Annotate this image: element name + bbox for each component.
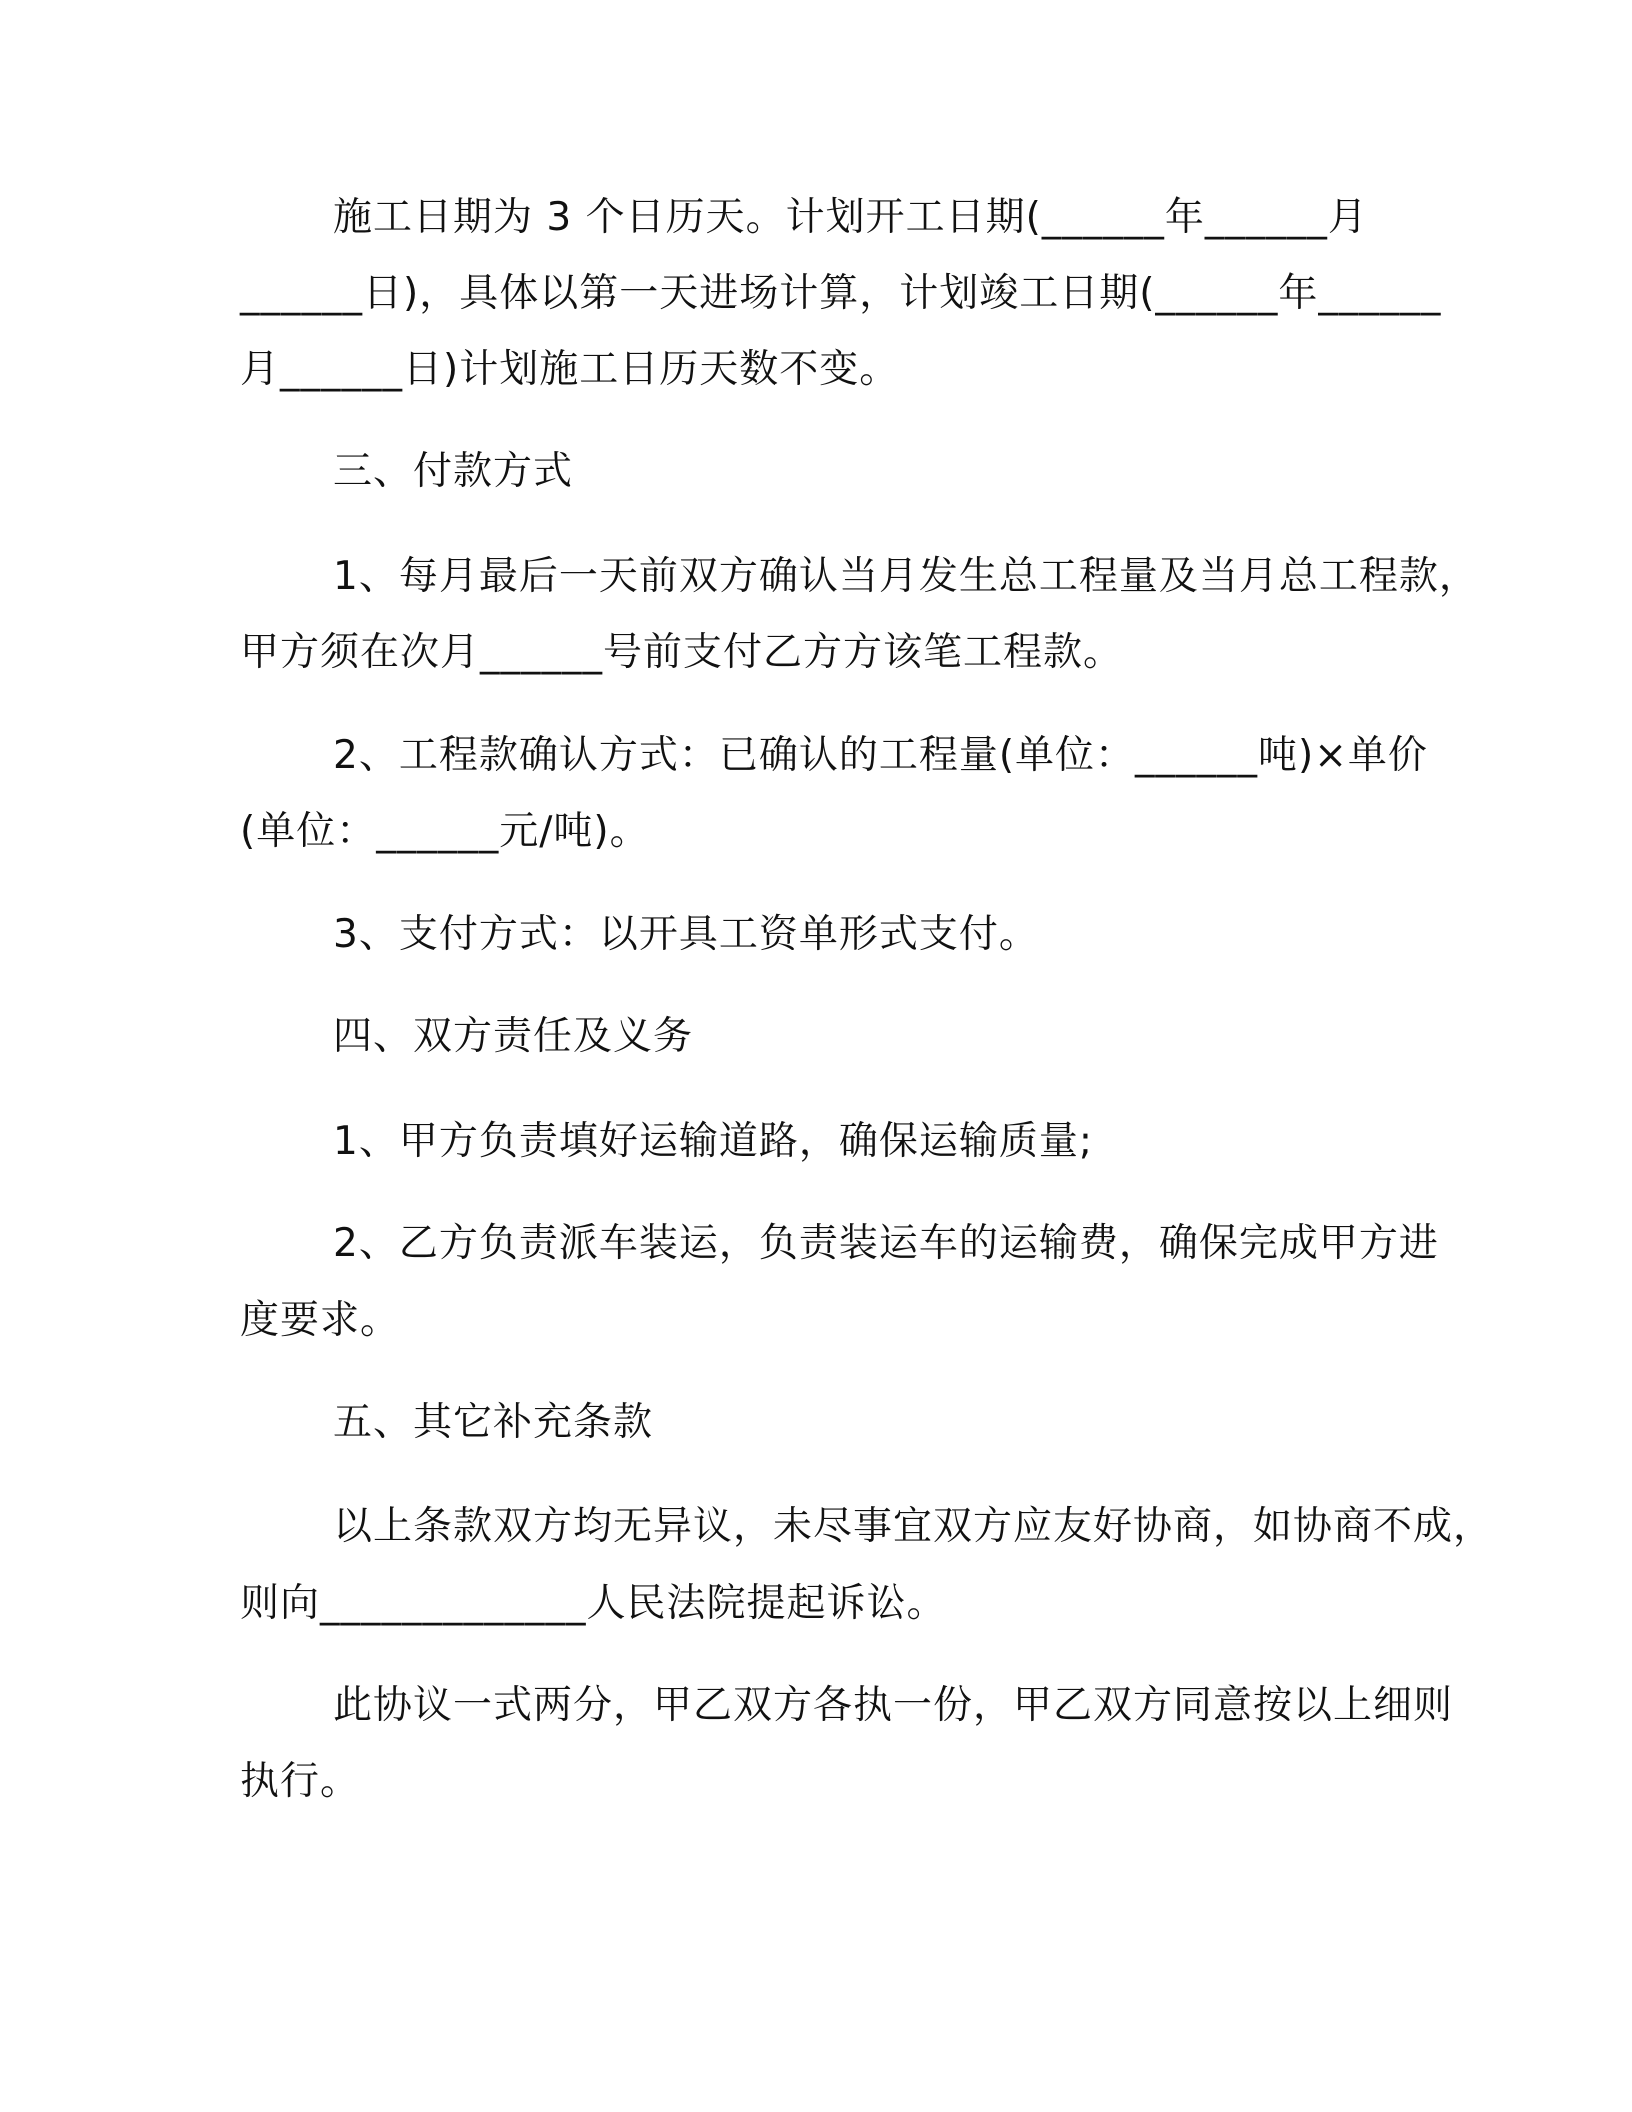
paragraph-line: 月______日)计划施工日历天数不变。 <box>240 347 900 392</box>
paragraph-line: 1、每月最后一天前双方确认当月发生总工程量及当月总工程款， <box>333 554 1479 599</box>
paragraph-line: 1、甲方负责填好运输道路，确保运输质量; <box>333 1119 1093 1164</box>
paragraph-line: 执行。 <box>240 1759 361 1804</box>
paragraph-line: 此协议一式两分，甲乙双方各执一份，甲乙双方同意按以上细则 <box>333 1683 1454 1728</box>
section-heading: 四、双方责任及义务 <box>333 1014 694 1059</box>
paragraph-line: 3、支付方式：以开具工资单形式支付。 <box>333 912 1039 957</box>
paragraph-line: (单位：______元/吨)。 <box>240 809 650 854</box>
paragraph-line: 2、乙方负责派车装运，负责装运车的运输费，确保完成甲方进 <box>333 1221 1439 1266</box>
section-heading: 五、其它补充条款 <box>333 1400 654 1445</box>
paragraph-line: 则向_____________人民法院提起诉讼。 <box>240 1581 947 1626</box>
paragraph-line: 施工日期为 3 个日历天。计划开工日期(______年______月 <box>333 195 1368 240</box>
paragraph-line: 2、工程款确认方式：已确认的工程量(单位：______吨)×单价 <box>333 733 1428 778</box>
paragraph-line: ______日)，具体以第一天进场计算，计划竣工日期(______年______ <box>240 271 1442 316</box>
paragraph-line: 甲方须在次月______号前支付乙方方该笔工程款。 <box>240 630 1124 675</box>
paragraph-line: 度要求。 <box>240 1298 401 1343</box>
section-heading: 三、付款方式 <box>333 449 574 494</box>
paragraph-line: 以上条款双方均无异议，未尽事宜双方应友好协商，如协商不成， <box>333 1504 1494 1549</box>
